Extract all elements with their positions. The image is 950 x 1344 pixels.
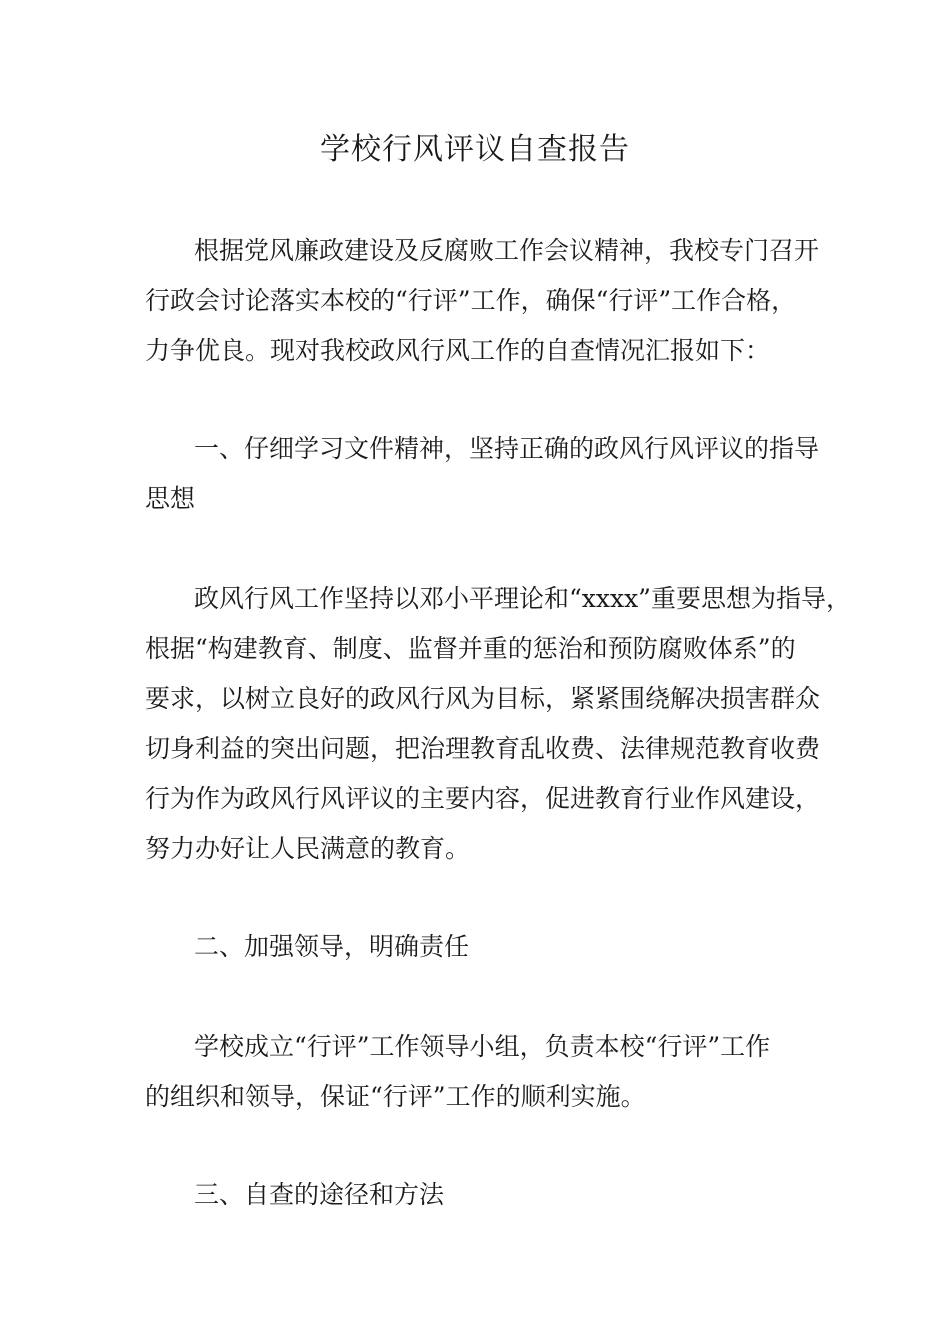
section-1-paragraph (145, 574, 851, 874)
section-heading-2 (145, 922, 815, 972)
paragraph-line: 要求，以树立良好的政风行风为目标，紧紧围绕解决损害群众 (145, 684, 821, 713)
section-heading-1 (145, 424, 820, 524)
document-title: 学校行风评议自查报告 (320, 132, 630, 167)
paragraph-line: 切身利益的突出问题，把治理教育乱收费、法律规范教育收费 (145, 734, 821, 763)
paragraph-line: 政风行风工作坚持以邓小平理论和“xxxx”重要思想为指导， (194, 584, 851, 613)
heading-line: 三、自查的途径和方法 (194, 1180, 445, 1209)
paragraph-line: 行政会讨论落实本校的“行评”工作，确保“行评”工作合格， (145, 286, 797, 315)
paragraph-line: 的组织和领导，保证“行评”工作的顺利实施。 (145, 1082, 646, 1111)
paragraph-line: 行为作为政风行风评议的主要内容，促进教育行业作风建设， (145, 784, 821, 813)
paragraph-line: 根据党风廉政建设及反腐败工作会议精神，我校专门召开 (194, 236, 820, 265)
paragraph-line: 根据“构建教育、制度、监督并重的惩治和预防腐败体系”的 (145, 634, 796, 663)
heading-line: 一、仔细学习文件精神，坚持正确的政风行风评议的指导 (194, 434, 820, 463)
paragraph-line: 力争优良。现对我校政风行风工作的自查情况汇报如下： (145, 336, 771, 365)
heading-line: 思想 (145, 484, 196, 513)
paragraph-line: 努力办好让人民满意的教育。 (145, 834, 471, 863)
section-heading-3 (145, 1170, 815, 1220)
intro-paragraph (145, 226, 820, 376)
section-2-paragraph (145, 1022, 815, 1122)
heading-line: 二、加强领导，明确责任 (194, 932, 470, 961)
paragraph-line: 学校成立“行评”工作领导小组，负责本校“行评”工作 (194, 1032, 771, 1061)
